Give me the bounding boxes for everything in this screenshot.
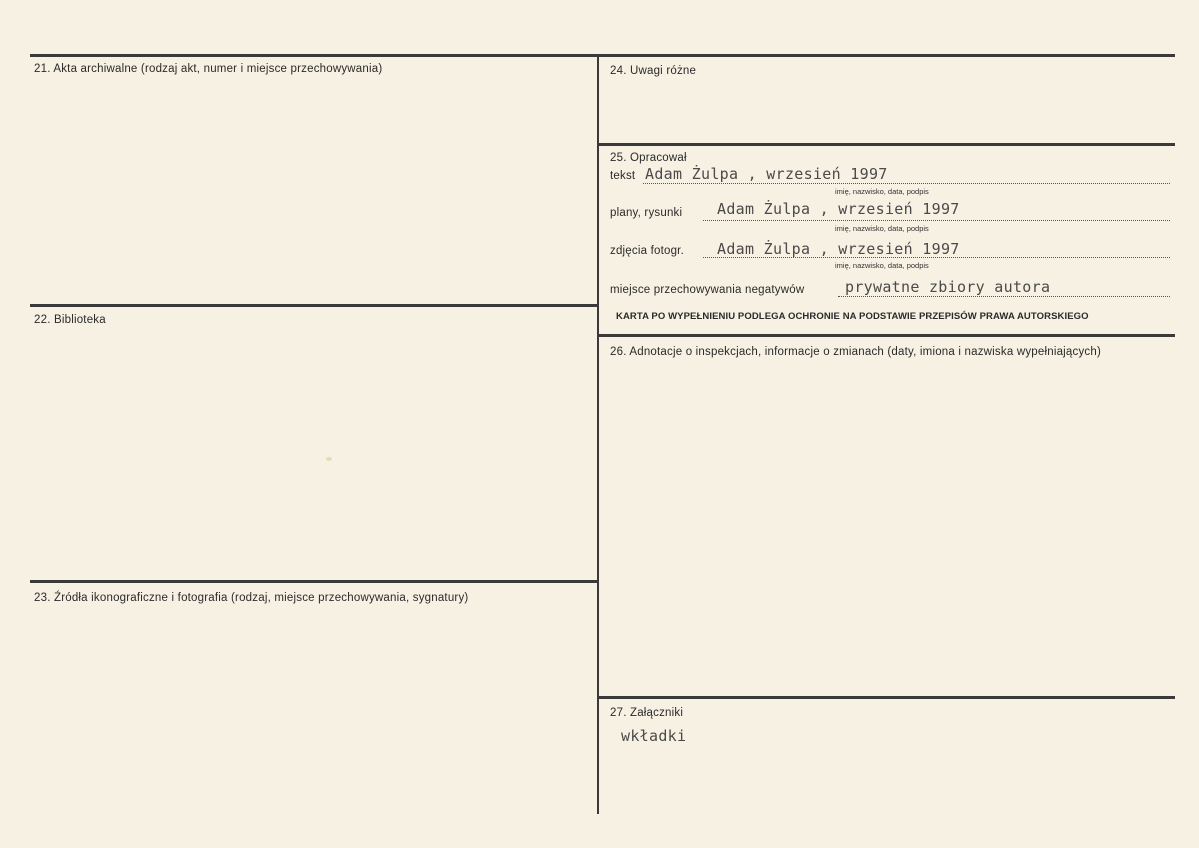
section-26-label: 26. Adnotacje o inspekcjach, informacje o zmianach (daty, imiona i nazwiska wypełniających) bbox=[610, 346, 1101, 358]
section-21-label: 21. Akta archiwalne (rodzaj akt, numer i miejsce przechowywania) bbox=[34, 63, 383, 75]
plany-value: Adam Żulpa , wrzesień 1997 bbox=[717, 200, 960, 218]
rule-left-22 bbox=[30, 304, 598, 307]
copyright-notice: KARTA PO WYPEŁNIENIU PODLEGA OCHRONIE NA PODSTAWIE PRZEPISÓW PRAWA AUTORSKIEGO bbox=[616, 311, 1089, 322]
rule-left-23 bbox=[30, 580, 598, 583]
section-27-label: 27. Załączniki bbox=[610, 707, 684, 719]
zdjecia-caption: imię, nazwisko, data, podpis bbox=[835, 261, 929, 270]
tekst-caption: imię, nazwisko, data, podpis bbox=[835, 187, 929, 196]
rule-right-26 bbox=[598, 334, 1175, 337]
tekst-value: Adam Żulpa , wrzesień 1997 bbox=[645, 165, 888, 183]
negatywy-value: prywatne zbiory autora bbox=[845, 278, 1051, 296]
section-22-label: 22. Biblioteka bbox=[34, 314, 106, 326]
tekst-label: tekst bbox=[610, 170, 636, 182]
column-divider bbox=[597, 56, 599, 814]
section-24-label: 24. Uwagi różne bbox=[610, 65, 697, 77]
zdjecia-label: zdjęcia fotogr. bbox=[610, 245, 684, 257]
rule-right-27 bbox=[598, 696, 1175, 699]
rule-right-25 bbox=[598, 143, 1175, 146]
tekst-dotted-line bbox=[643, 183, 1170, 184]
top-rule bbox=[30, 54, 1175, 57]
section-23-label: 23. Źródła ikonograficzne i fotografia (rodzaj, miejsce przechowywania, sygnatury) bbox=[34, 592, 469, 604]
section-25-label: 25. Opracował bbox=[610, 152, 687, 164]
plany-caption: imię, nazwisko, data, podpis bbox=[835, 224, 929, 233]
negatywy-label: miejsce przechowywania negatywów bbox=[610, 284, 805, 296]
plany-dotted-line bbox=[703, 220, 1170, 221]
paper-speck bbox=[326, 457, 332, 461]
plany-label: plany, rysunki bbox=[610, 207, 683, 219]
attachments-value: wkładki bbox=[621, 727, 687, 745]
zdjecia-value: Adam Żulpa , wrzesień 1997 bbox=[717, 240, 960, 258]
negatywy-dotted-line bbox=[838, 296, 1170, 297]
